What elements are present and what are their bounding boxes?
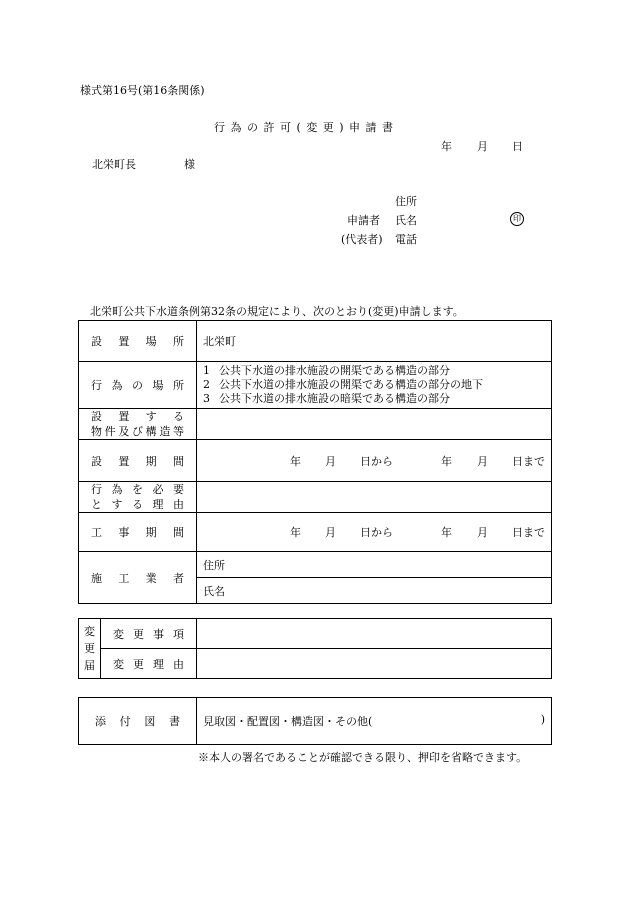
act-option-3[interactable]: 3 公共下水道の排水施設の暗渠である構造の部分 (203, 392, 450, 405)
seal-mark: 印 (510, 211, 524, 226)
attachment-options: 見取図・配置図・構造図・その他( (203, 715, 373, 728)
change-item-value-cell[interactable] (197, 619, 552, 649)
addressee-suffix: 様 (184, 158, 195, 171)
act-option-1[interactable]: 1 公共下水道の排水施設の開渠である構造の部分 (203, 364, 450, 377)
work-period-value-cell[interactable]: 年 月 日から 年 月 日まで (197, 513, 552, 552)
attachment-value-cell[interactable] (197, 698, 552, 745)
representative-label: (代表者) (341, 233, 383, 246)
applicant-phone-label: 電話 (395, 233, 417, 246)
change-reason-label-cell: 変更理由 (101, 649, 197, 679)
applicant-label: 申請者 (347, 214, 380, 227)
install-period-value-cell[interactable]: 年 月 日から 年 月 日まで (197, 440, 552, 482)
date-month-label: 月 (477, 140, 488, 153)
contractor-name-cell[interactable]: 氏名 (197, 578, 552, 604)
addressee: 北栄町長 (92, 158, 136, 171)
work-period-label-cell: 工事期間 (79, 513, 197, 552)
attachment-table (78, 697, 552, 745)
footnote: ※本人の署名であることが確認できる限り、押印を省略できます。 (198, 751, 528, 764)
reason-label-cell: 行為を必要 とする理由 (79, 482, 197, 513)
location-value-cell[interactable]: 北栄町 (197, 321, 552, 362)
applicant-address-label: 住所 (395, 195, 417, 208)
object-label-cell: 設置する 物件及び構造等 (79, 409, 197, 440)
attachment-label-cell: 添付図書 (79, 698, 197, 745)
applicant-name-label: 氏名 (395, 214, 417, 227)
contractor-address-cell[interactable]: 住所 (197, 552, 552, 578)
act-place-options-cell[interactable] (197, 362, 552, 409)
attachment-close-paren: ) (540, 713, 545, 726)
date-year-label: 年 (441, 140, 452, 153)
date-day-label: 日 (512, 140, 523, 153)
object-value-cell[interactable] (197, 409, 552, 440)
change-side-label: 変 更 届 (79, 619, 101, 679)
install-period-label-cell: 設置期間 (79, 440, 197, 482)
change-table (78, 618, 552, 679)
act-option-2[interactable]: 2 公共下水道の排水施設の開渠である構造の部分の地下 (203, 378, 483, 391)
form-number: 様式第16号(第16条関係) (80, 84, 205, 97)
change-item-label-cell: 変更事項 (101, 619, 197, 649)
application-table (78, 320, 552, 604)
contractor-label-cell: 施工業者 (79, 552, 197, 604)
document-title: 行 為 の 許 可 ( 変 更 ) 申 請 書 (214, 121, 395, 134)
change-reason-value-cell[interactable] (197, 649, 552, 679)
location-label-cell: 設置場所 (79, 321, 197, 362)
intro-text: 北栄町公共下水道条例第32条の規定により、次のとおり(変更)申請します。 (90, 305, 464, 318)
reason-value-cell[interactable] (197, 482, 552, 513)
act-place-label-cell: 行為の場所 (79, 362, 197, 409)
